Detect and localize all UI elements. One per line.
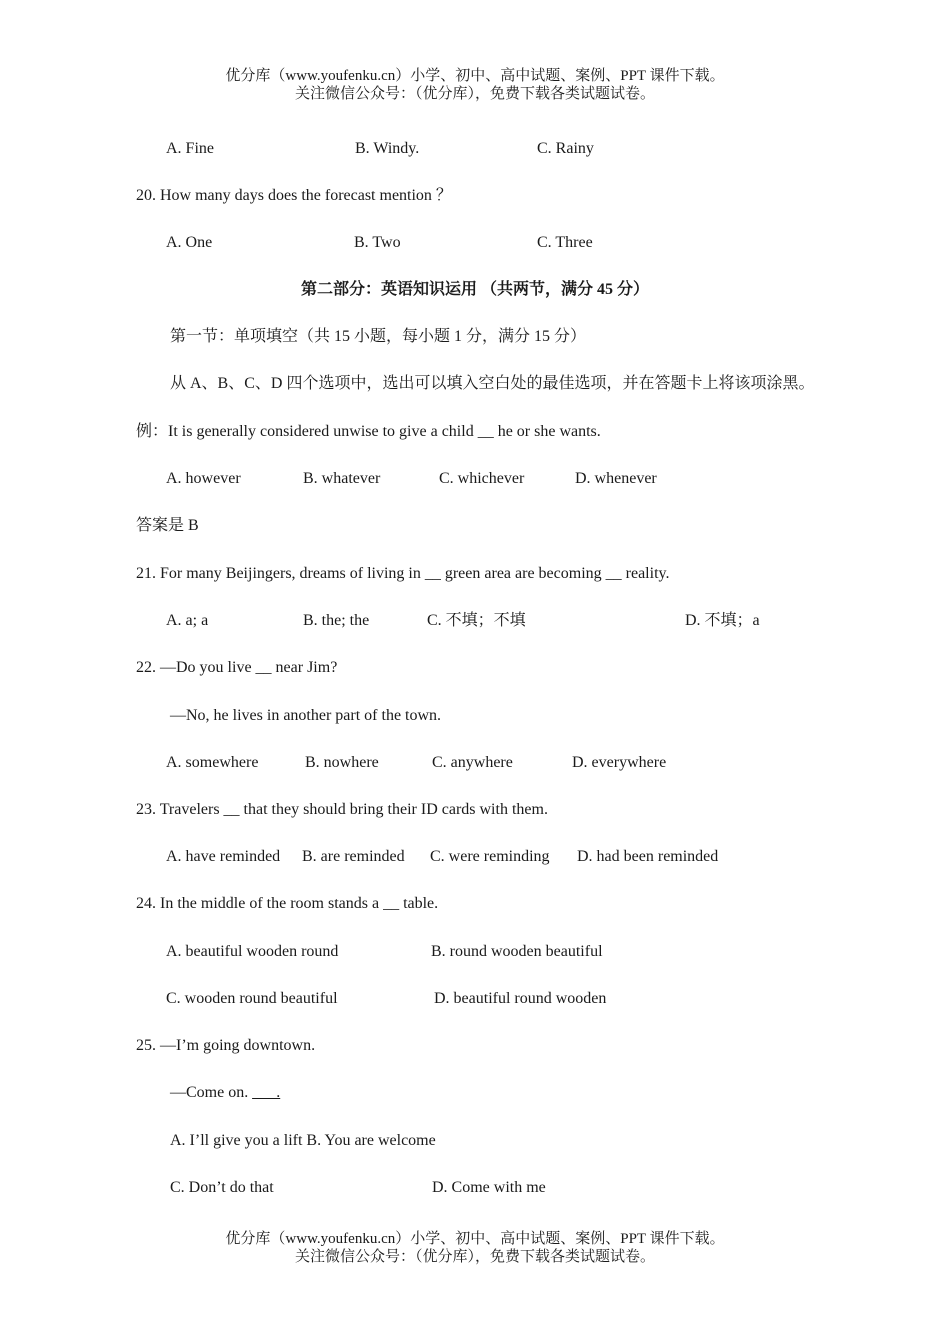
q23-option-c: C. were reminding [430, 848, 550, 865]
section1-title: 第一节：单项填空（共 15 小题，每小题 1 分，满分 15 分） [170, 328, 587, 345]
q22-reply: —No, he lives in another part of the town. [170, 707, 442, 724]
q21-option-b: B. the; the [303, 612, 370, 629]
header-line-2: 关注微信公众号：（优分库），免费下载各类试题试卷。 [294, 86, 655, 102]
q25-reply-blank: ___. [252, 1084, 281, 1101]
q24-option-c: C. wooden round beautiful [166, 990, 338, 1007]
q25-option-d: D. Come with me [432, 1179, 546, 1196]
q22-option-b: B. nowhere [305, 754, 379, 771]
q25-reply-prefix: —Come on. [170, 1084, 253, 1101]
q21-option-d: D. 不填；a [685, 612, 760, 629]
q24-option-a: A. beautiful wooden round [166, 943, 339, 960]
q23-stem: 23. Travelers __ that they should bring their ID cards with them. [136, 801, 548, 818]
q23-option-d: D. had been reminded [577, 848, 719, 865]
example-option-c: C. whichever [439, 470, 525, 487]
footer-line-1: 优分库（www.youfenku.cn）小学、初中、高中试题、案例、PPT 课件下载。 [225, 1231, 725, 1247]
example-option-d: D. whenever [575, 470, 657, 487]
q23-option-b: B. are reminded [302, 848, 405, 865]
q20-stem: 20. How many days does the forecast mention ？ [136, 187, 452, 204]
q21-option-c: C. 不填；不填 [427, 612, 526, 629]
example-option-a: A. however [166, 470, 241, 487]
q24-stem: 24. In the middle of the room stands a __ table. [136, 895, 439, 912]
q22-option-d: D. everywhere [572, 754, 667, 771]
q25-options-ab: A. I’ll give you a lift B. You are welcome [170, 1132, 436, 1149]
q25-stem: 25. —I’m going downtown. [136, 1037, 316, 1054]
q22-option-c: C. anywhere [432, 754, 513, 771]
q24-option-b: B. round wooden beautiful [431, 943, 603, 960]
q22-option-a: A. somewhere [166, 754, 259, 771]
example-option-b: B. whatever [303, 470, 381, 487]
q25-option-c: C. Don’t do that [170, 1179, 274, 1196]
part2-title: 第二部分：英语知识运用 （共两节，满分 45 分） [300, 281, 649, 298]
q20-option-c: C. Three [537, 234, 593, 251]
q24-option-d: D. beautiful round wooden [434, 990, 607, 1007]
q19-option-a: A. Fine [166, 140, 214, 157]
q21-option-a: A. a; a [166, 612, 209, 629]
example-answer: 答案是 B [136, 517, 199, 534]
section1-instruction: 从 A、B、C、D 四个选项中，选出可以填入空白处的最佳选项，并在答题卡上将该项涂黑。 [170, 375, 815, 392]
q19-option-b: B. Windy. [355, 140, 420, 157]
footer-line-2: 关注微信公众号：（优分库），免费下载各类试题试卷。 [294, 1249, 655, 1265]
q20-option-b: B. Two [354, 234, 401, 251]
header-line-1: 优分库（www.youfenku.cn）小学、初中、高中试题、案例、PPT 课件下载。 [225, 68, 725, 84]
q21-stem: 21. For many Beijingers, dreams of living in __ green area are becoming __ reality. [136, 565, 670, 582]
q20-option-a: A. One [166, 234, 213, 251]
q19-option-c: C. Rainy [537, 140, 594, 157]
q25-reply [170, 1084, 280, 1102]
example-stem: 例：It is generally considered unwise to give a child __ he or she wants. [136, 423, 601, 440]
q23-option-a: A. have reminded [166, 848, 281, 865]
q22-stem: 22. —Do you live __ near Jim? [136, 659, 338, 676]
